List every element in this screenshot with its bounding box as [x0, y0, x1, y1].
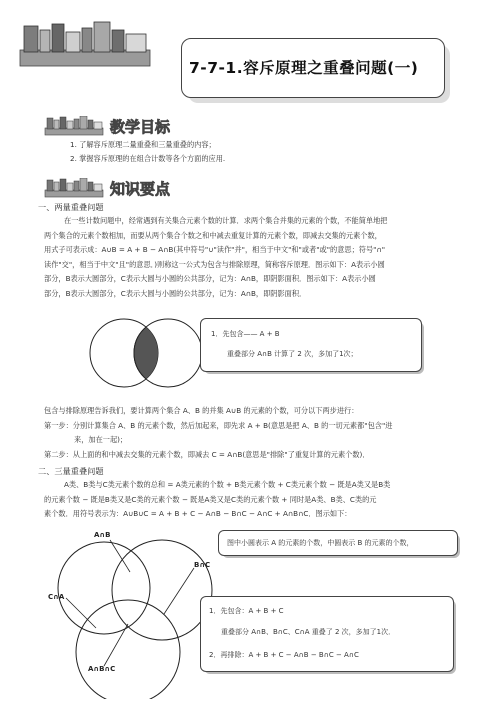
label-b-and-c: B∩C: [194, 561, 211, 569]
text-line: 用式子可表示成：A∪B = A + B − A∩B(其中符号"∪"读作"并"，相当于中文"和"或者"或"的意思；符号"∩": [44, 245, 386, 255]
part1-steps: [44, 404, 476, 462]
part2-heading: 二、三量重叠问题: [38, 466, 104, 476]
text-line: 第二步：从上面的和中减去交集的元素个数，即减去 C = A∩B(意思是"排除"了重复计算的元素个数)．: [44, 449, 370, 459]
part2-paragraph: [44, 478, 476, 522]
callout-line: 图中小圆表示 A 的元素的个数，中圆表示 B 的元素的个数，: [227, 539, 414, 547]
goal-item: 2. 掌握容斥原理的在组合计数等各个方面的应用.: [70, 154, 226, 163]
callout-line: 1．先包含—— A + B: [211, 330, 280, 338]
text-line: 素个数．用符号表示为：A∪B∪C = A + B + C − A∩B − B∩C − A∩C + A∩B∩C．图示如下：: [44, 509, 352, 519]
circle-a: [58, 542, 150, 634]
callout-line: 重叠部分 A∩B、B∩C、C∩A 重叠了 2 次，多加了1次．: [221, 628, 396, 636]
text-line: 来，加在一起)；: [74, 435, 128, 445]
label-a-and-b: A∩B: [94, 531, 111, 539]
text-line: 的元素个数 − 既是B类又是C类的元素个数 − 既是A类又是C类的元素个数 + 同时是A类、B类、C类的元: [44, 494, 377, 504]
text-line: 两个集合的元素个数相加，而要从两个集合个数之和中减去重复计算的元素个数，即减去交集的元素个数，: [44, 230, 382, 240]
goal-item: 1. 了解容斥原理二量重叠和三量重叠的内容；: [70, 140, 216, 149]
callout-box: [200, 596, 454, 672]
key-points-heading: 知识要点: [110, 180, 171, 198]
label-a-b-c: A∩B∩C: [88, 665, 116, 673]
part1-paragraph: [44, 214, 476, 302]
text-line: 读作"交"，相当于中文"且"的意思．)则称这一公式为包含与排除原理，简称容斥原理．图示如下：A表示小圆: [44, 259, 385, 269]
text-line: 包含与排除原理告诉我们，要计算两个集合 A、B 的并集 A∪B 的元素的个数，可分以下两步进行：: [44, 406, 359, 415]
venn-two-sets: [86, 312, 206, 394]
page-title: 7-7-1.容斥原理之重叠问题(一): [189, 59, 419, 77]
callout-line: 重叠部分 A∩B 计算了 2 次，多加了1次；: [227, 350, 358, 358]
text-line: 在一些计数问题中，经常遇到有关集合元素个数的计算．求两个集合并集的元素的个数，不能简单地把: [64, 216, 388, 225]
label-c-and-a: C∩A: [48, 593, 65, 601]
callout-box: [200, 318, 422, 372]
goals-heading: 教学目标: [110, 118, 171, 136]
text-line: 部分，B表示大圆部分，C表示大圆与小圆的公共部分，记为：A∩B，即阴影面积．图示如下：A表示小圆: [44, 274, 376, 284]
books-icon: [44, 178, 106, 198]
callout-line: 2．再排除：A + B + C − A∩B − B∩C − A∩C: [209, 651, 359, 659]
text-line: 部分，B表示大圆部分，C表示大圆与小圆的公共部分，记为：A∩B，即阴影面积．: [44, 288, 307, 298]
books-illustration: [18, 20, 158, 70]
books-icon: [44, 116, 106, 136]
circle-c: [76, 600, 180, 699]
venn-three-sets: [44, 524, 214, 699]
callout-line: 1．先包含：A + B + C: [209, 607, 284, 615]
part1-heading: 一、两量重叠问题: [38, 202, 104, 212]
callout-box: [218, 530, 458, 556]
text-line: 第一步：分别计算集合 A、B 的元素个数，然后加起来，即先求 A + B(意思是把 A、B 的一切元素都"包含"进: [44, 420, 393, 430]
text-line: A类、B类与C类元素个数的总和 = A类元素的个数 + B类元素个数 + C类元素个数 − 既是A类又是B类: [64, 480, 391, 489]
